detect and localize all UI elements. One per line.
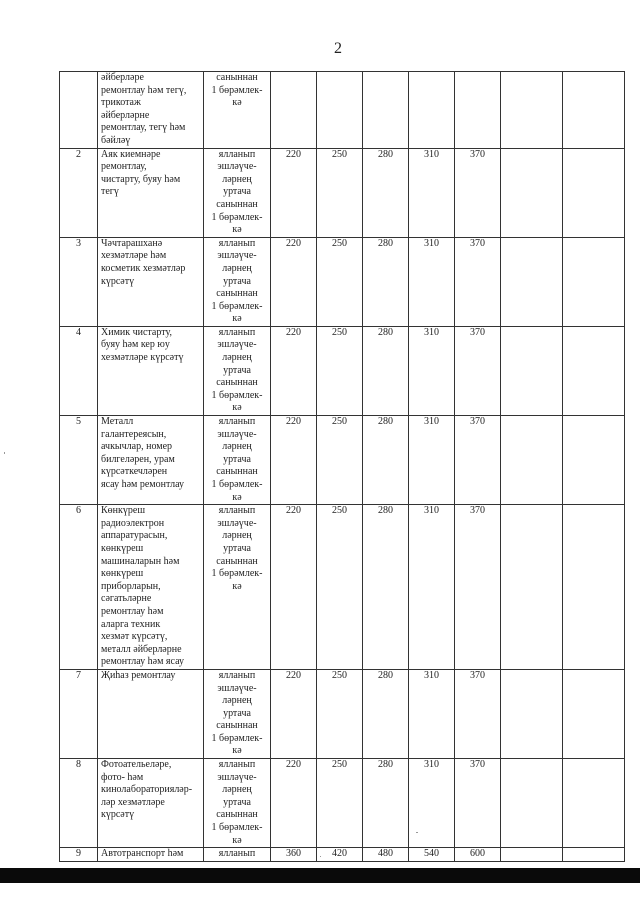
service-description-cell: [98, 759, 204, 848]
service-description-line: Көнкүреш: [101, 505, 146, 517]
value-cell: 280: [363, 237, 409, 326]
service-description-line: хезмәтләре күрсәтү: [101, 352, 184, 364]
service-description-line: әйберләрне: [101, 109, 150, 121]
unit-line: ләрнең: [222, 441, 252, 453]
value-cell: 310: [409, 669, 455, 758]
unit-line: 1 бөрәмлек-: [211, 479, 263, 490]
unit-line: ләрнең: [222, 262, 252, 274]
table-row: [60, 669, 625, 758]
value-cell: [501, 416, 563, 505]
unit-line: саныннан: [216, 809, 258, 821]
service-description-cell: [98, 505, 204, 670]
service-description-line: Автотранспорт һәм: [101, 848, 184, 860]
value-cell: 370: [455, 416, 501, 505]
value-cell: 310: [409, 416, 455, 505]
unit-line: эшләүче-: [217, 250, 257, 262]
value-cell: 250: [317, 148, 363, 237]
unit-cell: [204, 759, 271, 848]
unit-cell: [204, 237, 271, 326]
table-row: [60, 759, 625, 848]
unit-line: кә: [232, 834, 242, 846]
row-number-cell: 9: [60, 848, 98, 862]
value-cell: 370: [455, 669, 501, 758]
row-number-cell: 2: [60, 148, 98, 237]
value-cell: [501, 848, 563, 862]
table-row: [60, 148, 625, 237]
value-cell: [501, 72, 563, 149]
unit-line: эшләүче-: [217, 517, 257, 529]
value-cell: [563, 669, 625, 758]
service-description-line: трикотаж: [101, 97, 141, 109]
unit-line: ялланып: [218, 237, 256, 249]
unit-line: ялланып: [218, 848, 256, 860]
service-description-line: галантереясын,: [101, 428, 167, 440]
row-number-cell: 4: [60, 326, 98, 415]
unit-line: ләрнең: [222, 352, 252, 364]
value-cell: [501, 326, 563, 415]
value-cell: [563, 148, 625, 237]
unit-line: кә: [232, 224, 242, 236]
value-cell: 250: [317, 326, 363, 415]
value-cell: 310: [409, 148, 455, 237]
unit-cell: [204, 72, 271, 149]
unit-cell: [204, 848, 271, 862]
scan-edge-bar: [0, 868, 640, 883]
service-description-line: ремонтлау һәм: [101, 605, 164, 617]
service-description-cell: [98, 237, 204, 326]
value-cell: 370: [455, 326, 501, 415]
service-description-line: Фотоательеләре,: [101, 759, 172, 771]
unit-cell: [204, 148, 271, 237]
value-cell: 220: [271, 416, 317, 505]
row-number-cell: [60, 72, 98, 149]
unit-cell: [204, 505, 271, 670]
unit-line: уртача: [223, 364, 251, 376]
value-cell: 370: [455, 759, 501, 848]
unit-line: кә: [232, 580, 242, 592]
unit-line: ялланып: [218, 326, 256, 338]
value-cell: 220: [271, 505, 317, 670]
unit-line: 1 бөрәмлек-: [211, 300, 263, 312]
service-description-line: аларга техник: [101, 618, 161, 630]
unit-cell: [204, 326, 271, 415]
service-description-line: ремонтлау,: [101, 161, 147, 173]
service-description-line: Аяк киемнәре: [101, 148, 161, 160]
table-row: [60, 326, 625, 415]
service-description-cell: [98, 72, 204, 149]
service-description-line: бәйләү: [101, 134, 131, 146]
unit-line: 1 бөрәмлек-: [211, 568, 263, 580]
service-description-line: күрсәткечләрен: [101, 466, 168, 478]
value-cell: [563, 759, 625, 848]
unit-line: уртача: [223, 275, 251, 287]
unit-line: 1 бөрәмлек-: [211, 732, 263, 744]
unit-line: ялланып: [218, 416, 256, 428]
service-description-cell: [98, 848, 204, 862]
value-cell: 600: [455, 848, 501, 862]
service-description-line: кинолабораторияләр-: [101, 784, 193, 796]
value-cell: [563, 848, 625, 862]
service-description-cell: [98, 669, 204, 758]
service-description-line: буяу һәм кер юу: [101, 339, 170, 351]
value-cell: [501, 669, 563, 758]
value-cell: 420: [317, 848, 363, 862]
service-description-line: көнкүреш: [101, 568, 144, 580]
service-description-line: күрсәтү: [101, 275, 135, 287]
value-cell: 310: [409, 237, 455, 326]
table-body: [60, 72, 625, 862]
value-cell: 220: [271, 237, 317, 326]
value-cell: 310: [409, 505, 455, 670]
table-row: [60, 848, 625, 862]
scan-speck: [320, 856, 321, 857]
service-description-line: ремонтлау, тегү һәм: [101, 122, 186, 134]
unit-line: уртача: [223, 542, 251, 554]
value-cell: 480: [363, 848, 409, 862]
service-description-cell: [98, 416, 204, 505]
unit-line: кә: [232, 491, 242, 503]
service-description-cell: [98, 148, 204, 237]
value-cell: 250: [317, 416, 363, 505]
value-cell: 220: [271, 759, 317, 848]
value-cell: 250: [317, 669, 363, 758]
table-row: [60, 237, 625, 326]
service-description-line: көнкүреш: [101, 542, 144, 554]
service-description-line: косметик хезмәтләр: [101, 262, 186, 274]
service-description-line: Җиһаз ремонтлау: [101, 669, 176, 681]
row-number-cell: 3: [60, 237, 98, 326]
value-cell: [501, 759, 563, 848]
row-number-cell: 6: [60, 505, 98, 670]
tariff-table: [59, 71, 625, 862]
value-cell: 310: [409, 759, 455, 848]
unit-line: уртача: [223, 796, 251, 808]
unit-line: ялланып: [218, 148, 256, 160]
value-cell: 280: [363, 669, 409, 758]
unit-line: кә: [232, 313, 242, 325]
value-cell: 220: [271, 326, 317, 415]
service-description-line: ясау һәм ремонтлау: [101, 479, 185, 490]
value-cell: 370: [455, 237, 501, 326]
row-number-cell: 8: [60, 759, 98, 848]
service-description-line: тегү: [101, 186, 119, 198]
service-description-line: чистарту, буяу һәм: [101, 173, 181, 185]
unit-line: эшләүче-: [217, 339, 257, 351]
unit-line: 1 бөрәмлек-: [211, 84, 263, 96]
value-cell: 360: [271, 848, 317, 862]
unit-line: ләрнең: [222, 784, 252, 796]
unit-line: эшләүче-: [217, 771, 257, 783]
value-cell: 280: [363, 505, 409, 670]
service-description-line: ләр хезмәтләре: [101, 796, 165, 808]
unit-cell: [204, 669, 271, 758]
scan-speck: [416, 832, 418, 833]
value-cell: [409, 72, 455, 149]
unit-line: ялланып: [218, 669, 256, 681]
value-cell: [563, 326, 625, 415]
value-cell: [501, 148, 563, 237]
service-description-line: Металл: [101, 416, 134, 428]
value-cell: [563, 416, 625, 505]
value-cell: 280: [363, 148, 409, 237]
unit-line: 1 бөрәмлек-: [211, 211, 263, 223]
value-cell: [563, 237, 625, 326]
value-cell: 220: [271, 669, 317, 758]
row-number-cell: 7: [60, 669, 98, 758]
value-cell: 310: [409, 326, 455, 415]
value-cell: 370: [455, 148, 501, 237]
value-cell: [455, 72, 501, 149]
unit-line: саныннан: [216, 555, 258, 567]
service-description-line: билгеләрен, урам: [101, 453, 175, 465]
unit-line: кә: [232, 402, 242, 414]
unit-line: уртача: [223, 186, 251, 198]
service-description-line: металл әйберләрне: [101, 643, 182, 655]
service-description-line: ремонтлау һәм тегү,: [101, 84, 187, 96]
unit-line: эшләүче-: [217, 682, 257, 694]
unit-line: ялланып: [218, 505, 256, 517]
service-description-line: Чәчтарашханә: [101, 237, 163, 249]
table-row: [60, 505, 625, 670]
table-row: [60, 72, 625, 149]
unit-line: 1 бөрәмлек-: [211, 389, 263, 401]
service-description-line: аппаратурасын,: [101, 530, 168, 542]
value-cell: [563, 72, 625, 149]
value-cell: 280: [363, 326, 409, 415]
service-description-line: әйберләре: [101, 72, 144, 83]
value-cell: 250: [317, 237, 363, 326]
unit-line: уртача: [223, 707, 251, 719]
value-cell: 280: [363, 759, 409, 848]
value-cell: [563, 505, 625, 670]
unit-line: саныннан: [216, 72, 258, 83]
unit-line: кә: [232, 97, 242, 109]
unit-line: ялланып: [218, 759, 256, 771]
unit-cell: [204, 416, 271, 505]
service-description-line: күрсәтү: [101, 809, 135, 821]
service-description-line: приборларын,: [101, 580, 161, 592]
unit-line: кә: [232, 745, 242, 757]
service-description-line: фото- һәм: [101, 771, 144, 783]
unit-line: саныннан: [216, 466, 258, 478]
service-description-line: сәгатьләрне: [101, 593, 152, 605]
service-description-line: хезмәт күрсәтү,: [101, 631, 168, 643]
value-cell: [271, 72, 317, 149]
value-cell: [501, 237, 563, 326]
unit-line: эшләүче-: [217, 161, 257, 173]
service-description-line: хезмәтләре һәм: [101, 250, 167, 262]
unit-line: саныннан: [216, 377, 258, 389]
value-cell: 280: [363, 416, 409, 505]
unit-line: саныннан: [216, 720, 258, 732]
table-row: [60, 416, 625, 505]
unit-line: саныннан: [216, 198, 258, 210]
value-cell: 220: [271, 148, 317, 237]
unit-line: уртача: [223, 453, 251, 465]
unit-line: ләрнең: [222, 695, 252, 707]
value-cell: 370: [455, 505, 501, 670]
value-cell: [501, 505, 563, 670]
service-description-line: машиналарын һәм: [101, 555, 180, 567]
page-number: 2: [334, 40, 342, 57]
row-number-cell: 5: [60, 416, 98, 505]
unit-line: 1 бөрәмлек-: [211, 822, 263, 834]
unit-line: саныннан: [216, 288, 258, 300]
scan-speck: [4, 452, 5, 454]
unit-line: ләрнең: [222, 173, 252, 185]
value-cell: [317, 72, 363, 149]
service-description-line: Химик чистарту,: [101, 326, 172, 338]
value-cell: [363, 72, 409, 149]
value-cell: 250: [317, 759, 363, 848]
service-description-line: ачкычлар, номер: [101, 441, 173, 453]
value-cell: 250: [317, 505, 363, 670]
unit-line: эшләүче-: [217, 428, 257, 440]
service-description-line: радиоэлектрон: [101, 517, 165, 529]
service-description-cell: [98, 326, 204, 415]
service-description-line: ремонтлау һәм ясау: [101, 656, 185, 668]
unit-line: ләрнең: [222, 530, 252, 542]
value-cell: 540: [409, 848, 455, 862]
